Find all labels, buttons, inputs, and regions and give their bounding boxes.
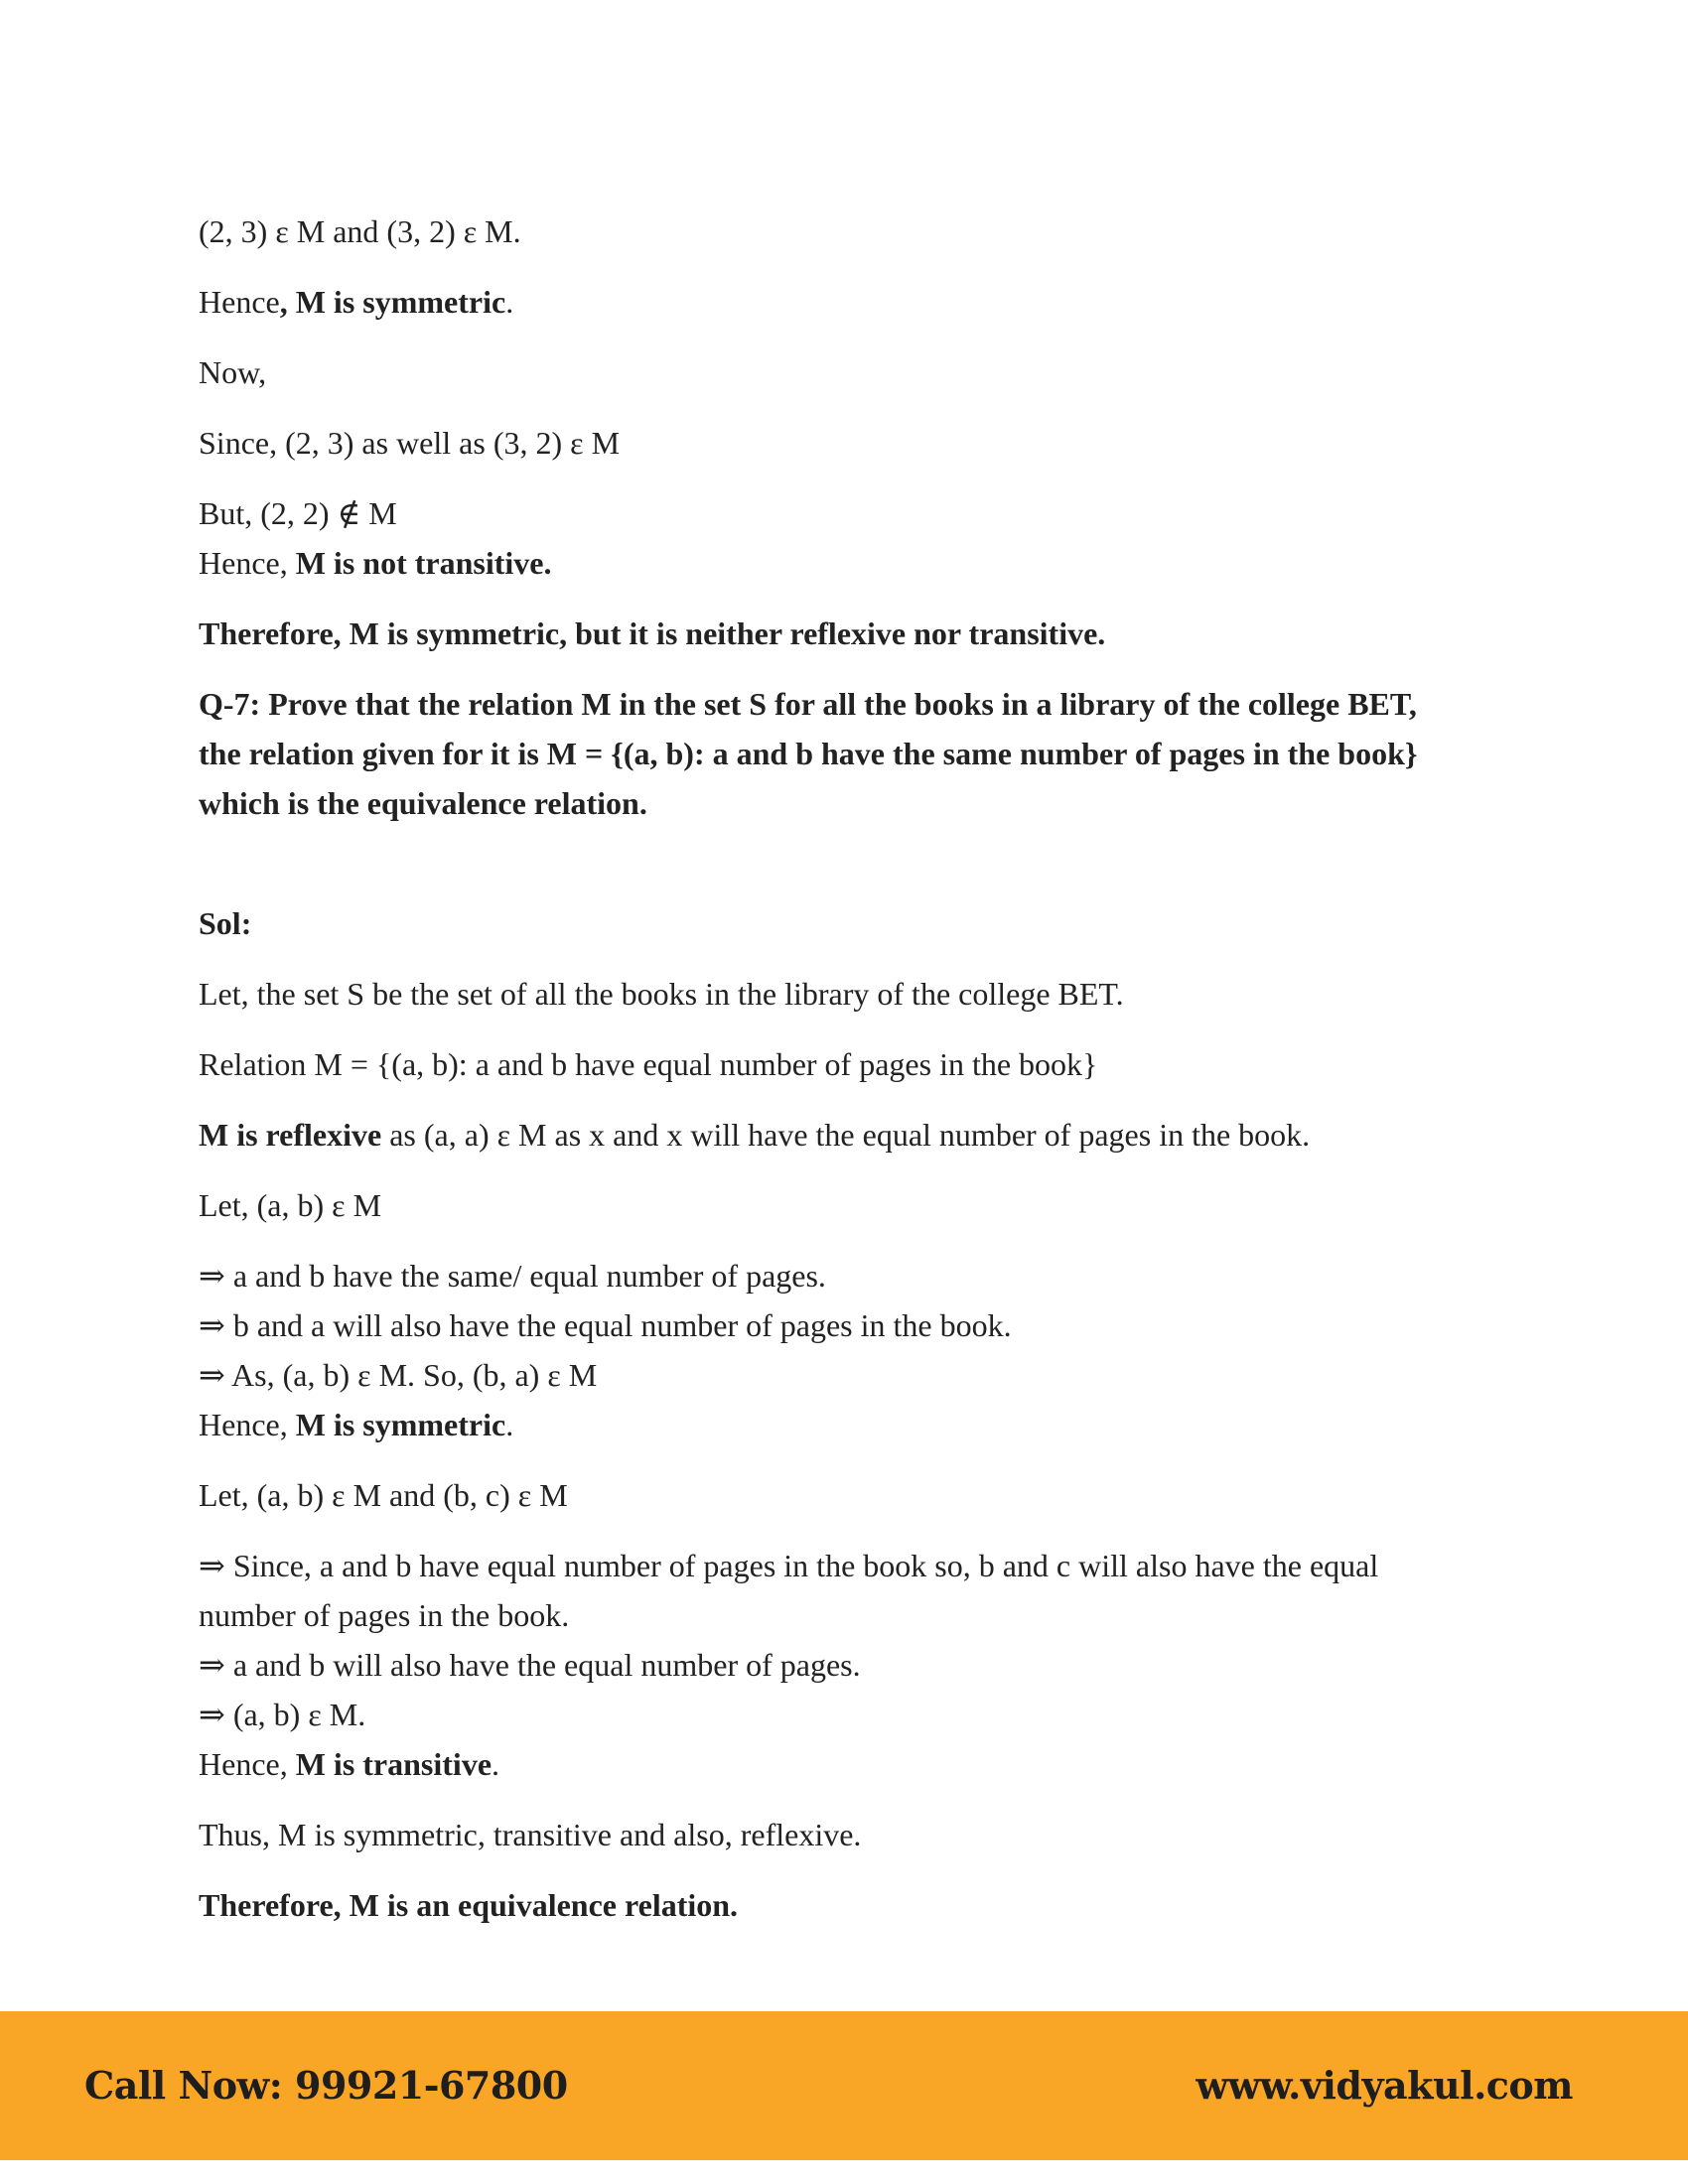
text-line [199,1300,1489,1350]
text-span: ⇒ (a, b) ε M. [199,1697,366,1732]
text-span: Relation M = {(a, b): a and b have equal number of pages in the book} [199,1046,1098,1082]
text-span: ⇒ b and a will also have the equal number of pages in the book. [199,1307,1012,1343]
text-line [199,1640,1489,1690]
bold-span: , M is symmetric [279,284,506,320]
document-body [199,206,1489,1930]
text-span: Thus, M is symmetric, transitive and also, reflexive. [199,1817,862,1852]
text-span: (2, 3) ε M and (3, 2) ε M. [199,213,521,249]
text-line [199,1541,1489,1590]
text-span: ⇒ As, (a, b) ε M. So, (b, a) ε M [199,1357,598,1393]
question-line [199,778,1489,828]
text-line [199,1590,1489,1640]
bold-span: Therefore, M is symmetric, but it is neither reflexive nor transitive. [199,615,1106,651]
text-span: Hence, [199,545,296,581]
text-span: . [505,1407,514,1442]
text-line [199,969,1489,1019]
text-span: Hence, [199,1407,296,1442]
text-line [199,347,1489,397]
conclusion-line [199,609,1489,658]
bold-span: M is transitive [295,1746,492,1782]
text-span: ⇒ a and b have the same/ equal number of pages. [199,1258,826,1294]
footer-banner [0,2011,1688,2160]
text-span: Hence, [199,1746,296,1782]
text-span: Let, (a, b) ε M and (b, c) ε M [199,1477,568,1513]
website-link[interactable]: www.vidyakul.com [1196,2063,1573,2108]
text-line [199,1251,1489,1300]
text-line [199,1039,1489,1089]
text-span: But, (2, 2) ∉ M [199,495,397,531]
text-line [199,538,1489,588]
text-line [199,1810,1489,1859]
text-line [199,488,1489,538]
text-line [199,1470,1489,1520]
text-span: ⇒ a and b will also have the equal number of pages. [199,1647,861,1683]
text-line [199,1690,1489,1739]
text-span: as (a, a) ε M as x and x will have the equal number of pages in the book. [381,1117,1311,1153]
text-span: Hence [199,284,280,320]
bold-span: Sol: [199,905,252,941]
text-line [199,1739,1489,1789]
question-line [199,729,1489,778]
text-span: Now, [199,354,267,390]
text-line [199,206,1489,256]
text-line [199,1350,1489,1400]
text-span: ⇒ Since, a and b have equal number of pages in the book so, b and c will also have the equal [199,1548,1379,1583]
bold-span: Q-7: Prove that the relation M in the set S for all the books in a library of the college BET, [199,686,1417,722]
call-now-text: Call Now: 99921-67800 [84,2063,568,2108]
text-line [199,1400,1489,1449]
text-span: . [505,284,514,320]
text-span: Let, (a, b) ε M [199,1187,382,1223]
solution-heading [199,898,1489,948]
bold-span: which is the equivalence relation. [199,785,647,821]
bold-span: M is reflexive [199,1117,382,1153]
text-span: Let, the set S be the set of all the books in the library of the college BET. [199,976,1124,1012]
text-line [199,1110,1489,1160]
text-span: Since, (2, 3) as well as (3, 2) ε M [199,425,621,461]
text-line [199,1180,1489,1230]
bold-span: the relation given for it is M = {(a, b): a and b have the same number of pages in the book} [199,736,1418,771]
text-line [199,277,1489,327]
bold-span: M is symmetric [295,1407,506,1442]
conclusion-line [199,1880,1489,1930]
text-span: . [492,1746,500,1782]
question-line [199,679,1489,729]
bold-span: Therefore, M is an equivalence relation. [199,1887,739,1923]
text-span: number of pages in the book. [199,1597,570,1633]
bold-span: M is not transitive. [295,545,552,581]
text-line [199,418,1489,468]
